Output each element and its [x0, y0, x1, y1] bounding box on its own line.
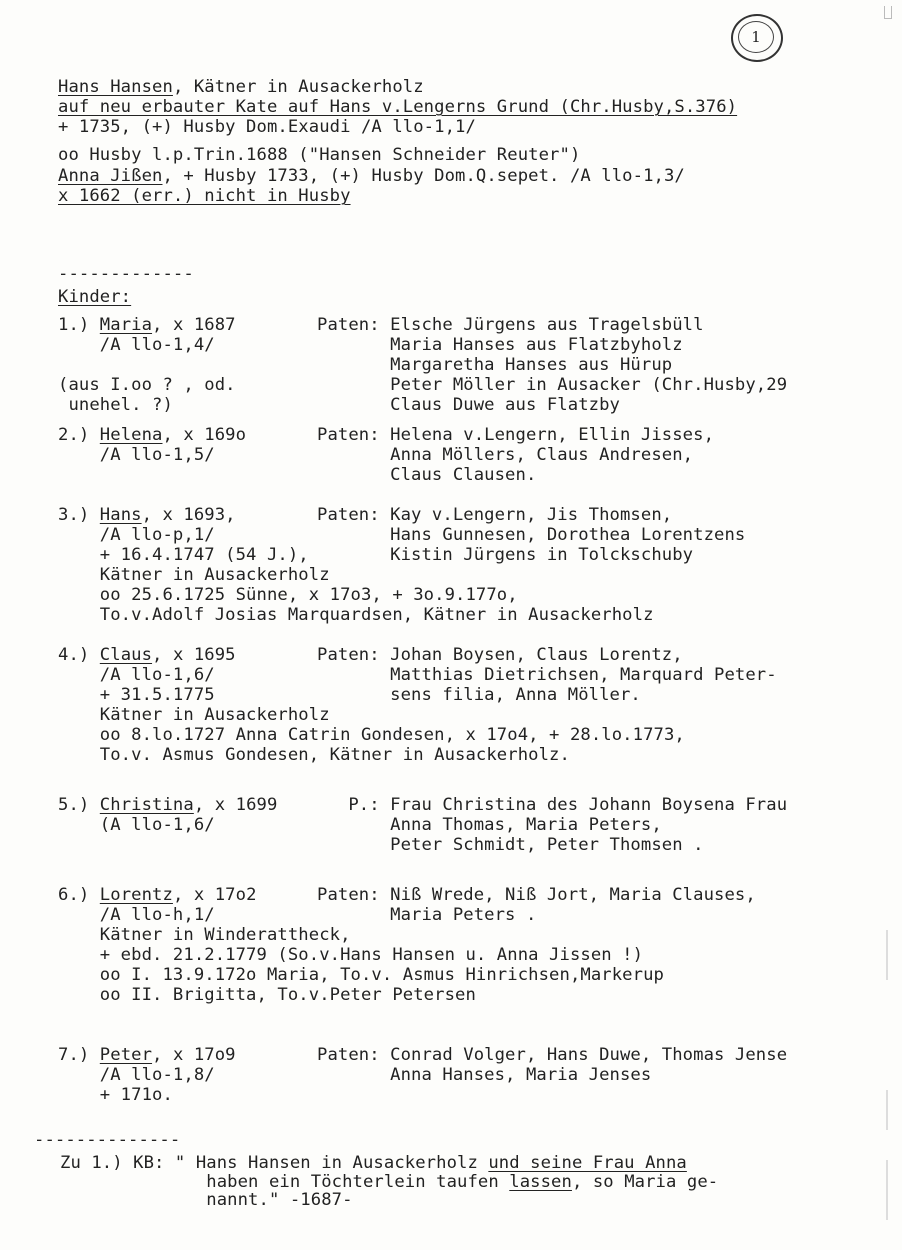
child-number: 7.) — [58, 1045, 100, 1065]
child-detail-line: To.v. Asmus Gondesen, Kätner in Ausackerholz. — [58, 745, 570, 765]
child-detail-line: + 31.5.1775 — [58, 685, 215, 705]
child-detail-line: /A llo-1,5/ — [58, 445, 215, 465]
godparents-heading: Paten: Niß Wrede, Niß Jort, Maria Clauses, — [317, 885, 756, 905]
child-detail-line: oo 8.lo.1727 Anna Catrin Gondesen, x 17o4, + 28.lo.1773, — [58, 725, 685, 745]
child-detail-line: Kätner in Ausackerholz — [58, 565, 330, 585]
child-baptism-year: , x 17o2 — [172, 885, 257, 905]
godparents-line: Claus Clausen. — [317, 465, 537, 485]
godparents-line: sens filia, Anna Möller. — [317, 685, 641, 705]
godparents-line: Claus Duwe aus Flatzby — [317, 395, 620, 415]
parent-name: Hans Hansen — [58, 77, 173, 97]
godparents-line: Margaretha Hanses aus Hürup — [317, 355, 673, 375]
child-detail-line: (A llo-1,6/ — [58, 815, 215, 835]
child-baptism-year: , x 1695 — [152, 645, 236, 665]
header-line-1 — [58, 77, 424, 97]
godparents-heading: Paten: Elsche Jürgens aus Tragelsbüll — [317, 315, 704, 335]
godparents-heading: P.: Frau Christina des Johann Boysena Frau — [317, 795, 788, 815]
godparents-line: Maria Hanses aus Flatzbyholz — [317, 335, 683, 355]
page-number: 1 — [751, 28, 761, 46]
child-name: Lorentz — [99, 885, 173, 905]
godparents-line: Anna Möllers, Claus Andresen, — [317, 445, 694, 465]
footnote-rule: -------------- — [34, 1130, 181, 1150]
child-name: Hans — [99, 505, 142, 525]
child-number: 2.) — [58, 425, 100, 445]
godparents-heading: Paten: Johan Boysen, Claus Lorentz, — [317, 645, 683, 665]
child-baptism-year: , x 1699 — [193, 795, 278, 815]
child-name: Maria — [99, 315, 153, 335]
godparents-line: Peter Schmidt, Peter Thomsen . — [317, 835, 704, 855]
child-entry-heading — [58, 885, 257, 905]
scan-edge-mark — [886, 1160, 888, 1220]
child-entry-heading — [58, 425, 246, 445]
page-number-stamp — [731, 14, 783, 62]
child-detail-line: oo 25.6.1725 Sünne, x 17o3, + 3o.9.177o, — [58, 585, 518, 605]
child-number: 4.) — [58, 645, 100, 665]
header-line-5 — [58, 166, 685, 186]
child-entry-heading — [58, 795, 277, 815]
godparents-line: Hans Gunnesen, Dorothea Lorentzens — [317, 525, 746, 545]
child-name: Peter — [99, 1045, 153, 1065]
footnote-line-2-rest: , so Maria ge- — [571, 1172, 719, 1192]
child-number: 3.) — [58, 505, 100, 525]
child-detail-line: Kätner in Ausackerholz — [58, 705, 330, 725]
scan-edge-mark — [886, 1090, 888, 1130]
godparents-line: Peter Möller in Ausacker (Chr.Husby,29 — [317, 375, 788, 395]
footnote-line-1 — [60, 1153, 687, 1173]
footnote-line-2-underlined: lassen — [509, 1172, 572, 1192]
child-detail-line: (aus I.oo ? , od. — [58, 375, 236, 395]
child-name: Claus — [99, 645, 153, 665]
child-detail-line: oo II. Brigitta, To.v.Peter Petersen — [58, 985, 476, 1005]
godparents-line: Anna Hanses, Maria Jenses — [317, 1065, 652, 1085]
child-detail-line: unehel. ?) — [58, 395, 173, 415]
footnote-line-2 — [60, 1172, 718, 1192]
child-detail-line: /A llo-h,1/ — [58, 905, 215, 925]
godparents-line: Maria Peters . — [317, 905, 537, 925]
godparents-line: Anna Thomas, Maria Peters, — [317, 815, 662, 835]
child-detail-line: + ebd. 21.2.1779 (So.v.Hans Hansen u. Anna Jissen !) — [58, 945, 644, 965]
child-detail-line: + 16.4.1747 (54 J.), — [58, 545, 309, 565]
child-number: 5.) — [58, 795, 100, 815]
section-rule: ------------- — [58, 264, 194, 284]
header-line-2: auf neu erbauter Kate auf Hans v.Lengerns Grund (Chr.Husby,S.376) — [58, 97, 738, 117]
kinder-label: Kinder: — [58, 287, 132, 307]
child-entry-heading — [58, 315, 236, 335]
child-detail-line: To.v.Adolf Josias Marquardsen, Kätner in Ausackerholz — [58, 605, 654, 625]
godparents-heading: Paten: Conrad Volger, Hans Duwe, Thomas Jense — [317, 1045, 788, 1065]
child-name: Helena — [99, 425, 163, 445]
child-number: 6.) — [58, 885, 100, 905]
child-number: 1.) — [58, 315, 100, 335]
footnote-line-1-text: Zu 1.) KB: " Hans Hansen in Ausackerholz — [60, 1153, 489, 1173]
child-detail-line: Kätner in Winderattheck, — [58, 925, 351, 945]
child-baptism-year: , x 1687 — [152, 315, 236, 335]
footnote-line-3: nannt." -1687- — [60, 1190, 353, 1210]
footnote-line-1-underlined: und seine Frau Anna — [488, 1153, 687, 1173]
child-detail-line: + 171o. — [58, 1085, 173, 1105]
godparents-heading: Paten: Helena v.Lengern, Ellin Jisses, — [317, 425, 715, 445]
child-name: Christina — [99, 795, 194, 815]
header-line-4: oo Husby l.p.Trin.1688 ("Hansen Schneider Reuter") — [58, 145, 581, 165]
child-entry-heading — [58, 1045, 236, 1065]
child-detail-line: /A llo-1,6/ — [58, 665, 215, 685]
scan-corner-mark — [884, 6, 892, 19]
godparents-line: Matthias Dietrichsen, Marquard Peter- — [317, 665, 777, 685]
scan-edge-mark — [886, 930, 888, 980]
footnote-line-2-text: haben ein Töchterlein taufen — [60, 1172, 510, 1192]
godparents-line: Kistin Jürgens in Tolckschuby — [317, 545, 694, 565]
header-line-3: + 1735, (+) Husby Dom.Exaudi /A llo-1,1/ — [58, 117, 476, 137]
header-line-6: x 1662 (err.) nicht in Husby — [58, 186, 351, 206]
child-detail-line: oo I. 13.9.172o Maria, To.v. Asmus Hinrichsen,Markerup — [58, 965, 664, 985]
child-baptism-year: , x 169o — [162, 425, 247, 445]
page-number-stamp-inner — [738, 21, 774, 53]
child-baptism-year: , x 17o9 — [152, 1045, 236, 1065]
child-baptism-year: , x 1693, — [141, 505, 236, 525]
godparents-heading: Paten: Kay v.Lengern, Jis Thomsen, — [317, 505, 673, 525]
child-detail-line: /A llo-p,1/ — [58, 525, 215, 545]
spouse-name: Anna Jißen — [58, 166, 163, 186]
child-entry-heading — [58, 645, 236, 665]
child-detail-line: /A llo-1,8/ — [58, 1065, 215, 1085]
header-line-5-rest: , + Husby 1733, (+) Husby Dom.Q.sepet. /A llo-1,3/ — [162, 166, 685, 186]
child-detail-line: /A llo-1,4/ — [58, 335, 215, 355]
child-entry-heading — [58, 505, 236, 525]
header-line-1-rest: , Kätner in Ausackerholz — [172, 77, 424, 97]
